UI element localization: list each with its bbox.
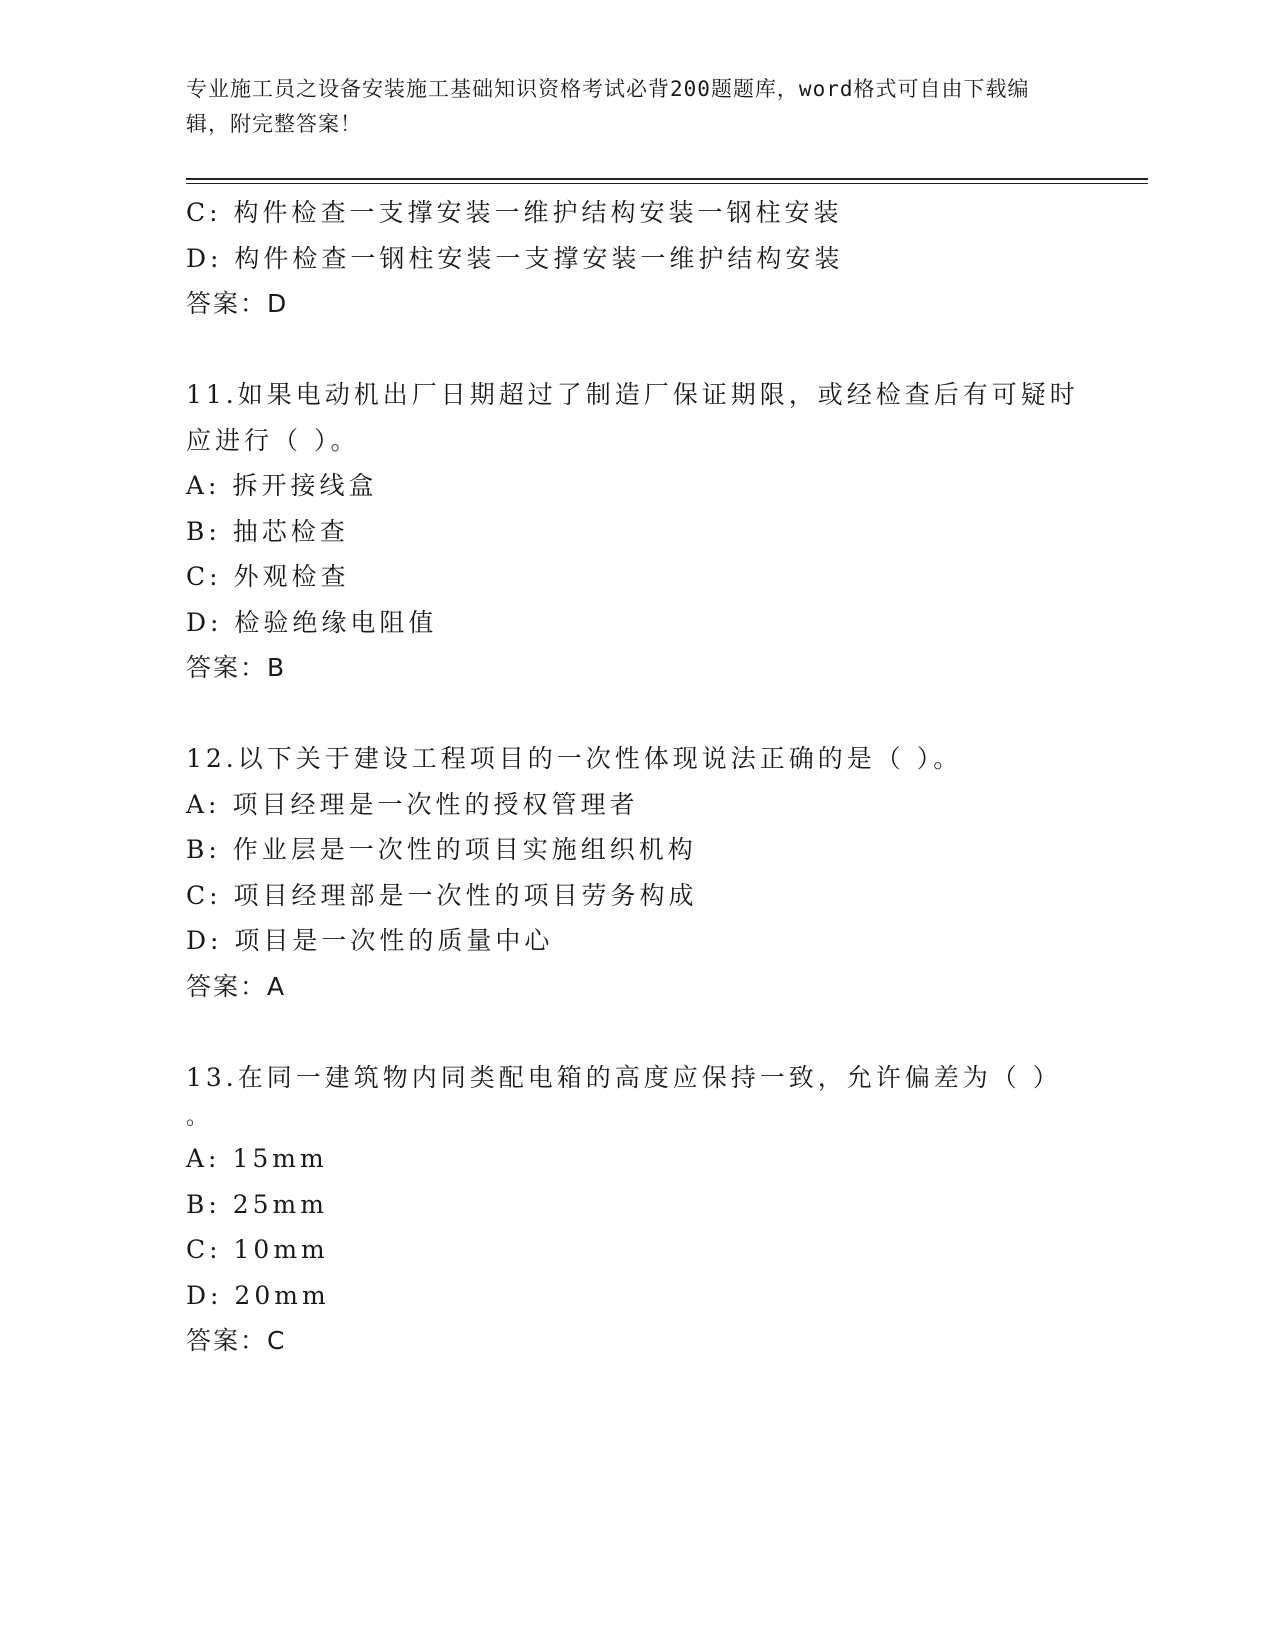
answer-line: 答案：B <box>186 653 287 682</box>
question-stem-continued: 应进行（ ）。 <box>186 425 360 455</box>
option-text: 外观检查 <box>233 562 350 591</box>
option-text: 10mm <box>233 1235 329 1264</box>
option-text: 构件检查一钢柱安装一支撑安装一维护结构安装 <box>234 243 844 273</box>
question-stem: 12.以下关于建设工程项目的一次性体现说法正确的是（ ）。 <box>186 744 963 773</box>
question-list <box>186 190 1146 1364</box>
option-text: 抽芯检查 <box>232 516 349 546</box>
option-text: 25mm <box>232 1189 328 1219</box>
option-text: 检验绝缘电阻值 <box>234 607 438 637</box>
question-stem-continued: 。 <box>186 1105 213 1130</box>
question-stem: 13.在同一建筑物内同类配电箱的高度应保持一致，允许偏差为（ ） <box>186 1062 1062 1092</box>
document-header <box>186 72 1066 142</box>
option-label: A: <box>186 471 221 500</box>
option-label: C: <box>186 198 222 227</box>
option-d <box>186 600 1146 646</box>
option-b <box>186 1182 1146 1228</box>
answer-line: 答案：C <box>186 1326 287 1355</box>
option-a <box>186 463 1146 509</box>
option-label: A: <box>186 789 221 819</box>
option-d <box>186 918 1146 964</box>
option-text: 20mm <box>234 1280 330 1310</box>
option-label: D: <box>186 1280 223 1310</box>
option-text: 作业层是一次性的项目实施组织机构 <box>232 835 697 864</box>
spacer <box>186 327 1146 373</box>
option-d <box>186 236 1146 282</box>
option-a <box>186 782 1146 828</box>
option-b <box>186 827 1146 873</box>
option-label: C: <box>186 562 222 591</box>
option-label: B: <box>186 516 221 546</box>
question-stem: 11.如果电动机出厂日期超过了制造厂保证期限，或经检查后有可疑时 <box>186 380 1079 409</box>
option-text: 15mm <box>232 1144 328 1173</box>
option-c <box>186 873 1146 919</box>
option-c <box>186 190 1146 236</box>
option-d <box>186 1273 1146 1319</box>
header-divider <box>186 178 1148 184</box>
option-label: B: <box>186 835 221 864</box>
option-text: 项目经理部是一次性的项目劳务构成 <box>233 880 698 910</box>
option-text: 拆开接线盒 <box>232 471 378 500</box>
question-block-12 <box>186 736 1146 1009</box>
question-block-11 <box>186 372 1146 691</box>
option-label: C: <box>186 1235 222 1264</box>
answer-line: 答案：D <box>186 289 289 318</box>
question-block-13 <box>186 1055 1146 1364</box>
option-label: B: <box>186 1189 221 1219</box>
option-label: D: <box>186 607 223 637</box>
answer-line: 答案：A <box>186 971 287 1001</box>
option-label: D: <box>186 243 223 273</box>
option-b <box>186 509 1146 555</box>
option-c <box>186 1227 1146 1273</box>
option-text: 构件检查一支撑安装一维护结构安装一钢柱安装 <box>233 198 843 227</box>
option-label: A: <box>186 1144 221 1173</box>
option-text: 项目经理是一次性的授权管理者 <box>232 789 639 819</box>
option-label: D: <box>186 926 223 955</box>
option-c <box>186 554 1146 600</box>
question-block-prev <box>186 190 1146 327</box>
option-a <box>186 1136 1146 1182</box>
document-title: 专业施工员之设备安装施工基础知识资格考试必背200题题库，word格式可自由下载编辑，附完整答案！ <box>186 77 1030 136</box>
option-label: C: <box>186 880 222 910</box>
option-text: 项目是一次性的质量中心 <box>234 926 554 955</box>
spacer <box>186 691 1146 737</box>
spacer <box>186 1009 1146 1055</box>
